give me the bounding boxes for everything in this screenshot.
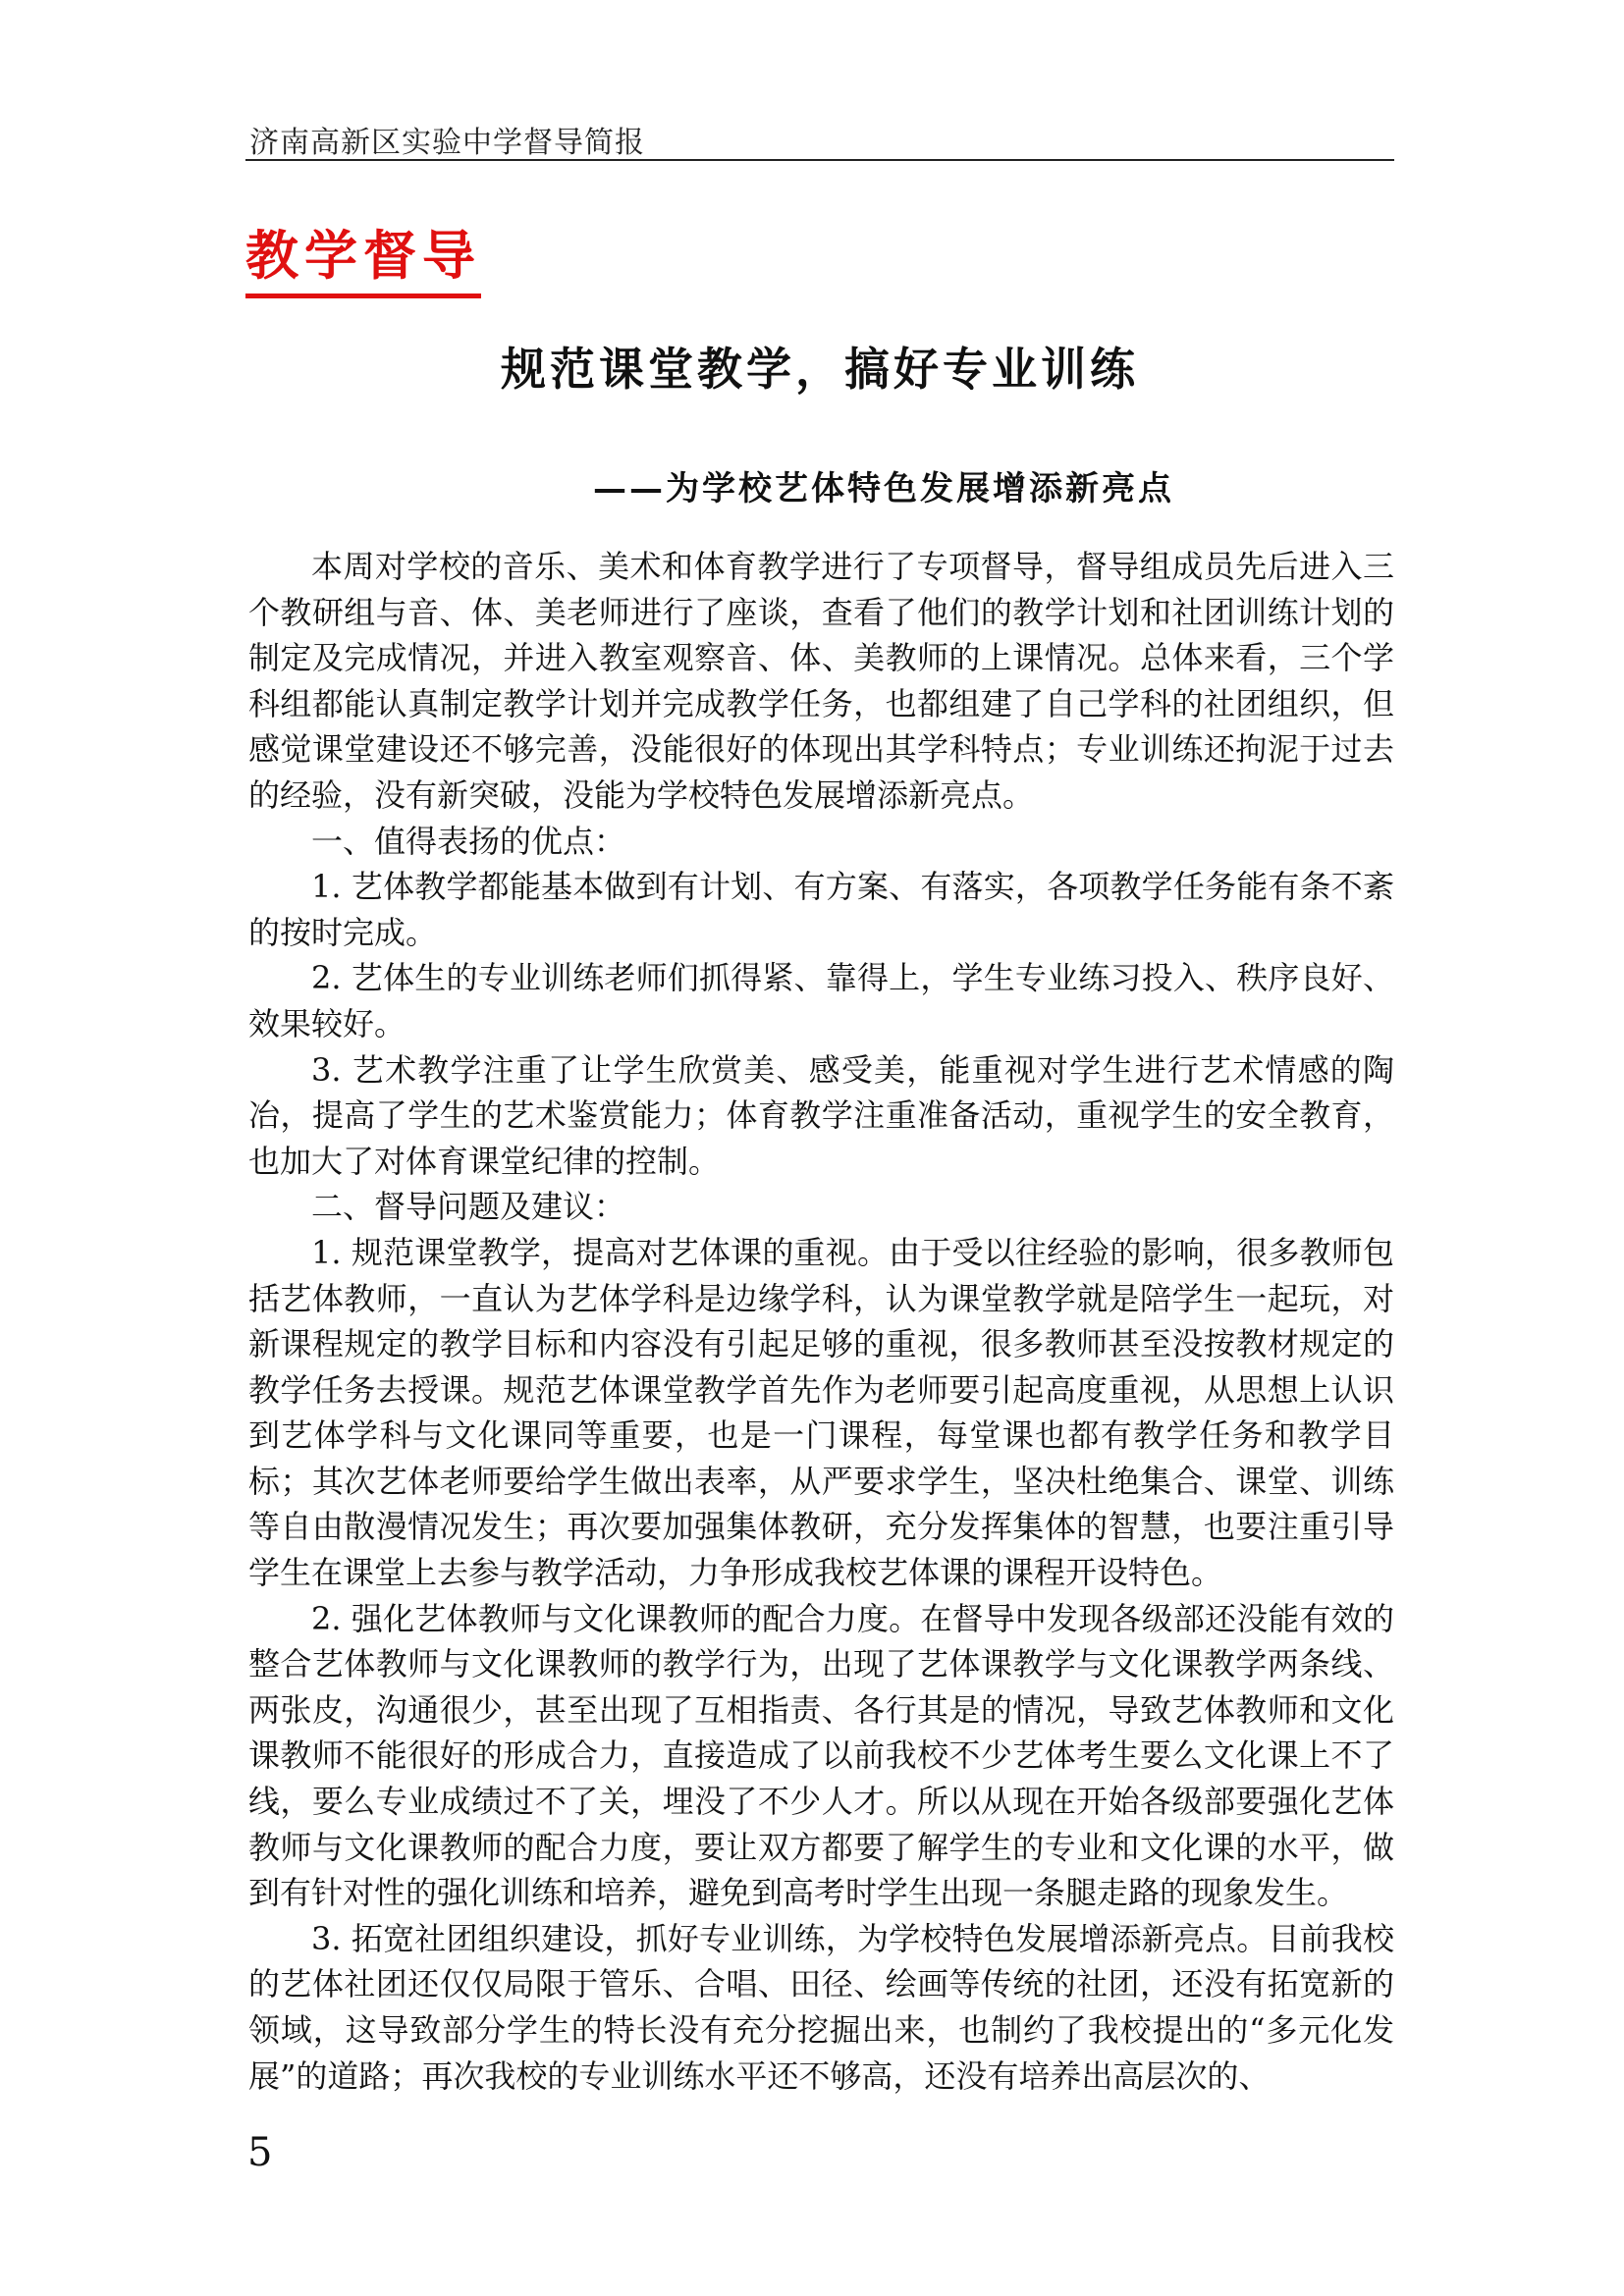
paragraph: 本周对学校的音乐、美术和体育教学进行了专项督导，督导组成员先后进入三个教研组与音、体、美老师进行了座谈，查看了他们的教学计划和社团训练计划的制定及完成情况，并进入教室观察音、体、美教师的上课情况。总体来看，三个学科组都能认真制定教学计划并完成教学任务，也都组建了自己学科的社团组织，但感觉课堂建设还不够完善，没能很好的体现出其学科特点；专业训练还拘泥于过去的经验，没有新突破，没能为学校特色发展增添新亮点。	[248, 548, 1394, 814]
running-header	[245, 116, 1394, 161]
paragraph: 3. 拓宽社团组织建设，抓好专业训练，为学校特色发展增添新亮点。目前我校的艺体社团还仅仅局限于管乐、合唱、田径、绘画等传统的社团，还没有拓宽新的领域，这导致部分学生的特长没有充分挖掘出来，也制约了我校提出的“多元化发展”的道路；再次我校的专业训练水平还不够高，还没有培养出高层次的、	[248, 1919, 1394, 2095]
article-body	[248, 544, 1394, 2099]
paragraph: 1. 艺体教学都能基本做到有计划、有方案、有落实，各项教学任务能有条不紊的按时完成。	[248, 868, 1394, 951]
article-subtitle: ——为学校艺体特色发展增添新亮点	[593, 469, 1174, 508]
paragraph: 2. 强化艺体教师与文化课教师的配合力度。在督导中发现各级部还没能有效的整合艺体教师与文化课教师的教学行为，出现了艺体课教学与文化课教学两条线、两张皮，沟通很少，甚至出现了互相指责、各行其是的情况，导致艺体教师和文化课教师不能很好的形成合力，直接造成了以前我校不少艺体考生要么文化课上不了线，要么专业成绩过不了关，埋没了不少人才。所以从现在开始各级部要强化艺体教师与文化课教师的配合力度，要让双方都要了解学生的专业和文化课的水平，做到有针对性的强化训练和培养，避免到高考时学生出现一条腿走路的现象发生。	[248, 1599, 1394, 1912]
running-title: 济南高新区实验中学督导简报	[249, 126, 645, 160]
article-title: 规范课堂教学，搞好专业训练	[501, 343, 1139, 396]
paragraph: 一、值得表扬的优点：	[311, 822, 626, 860]
paragraph: 3. 艺术教学注重了让学生欣赏美、感受美，能重视对学生进行艺术情感的陶冶，提高了学生的艺术鉴赏能力；体育教学注重准备活动，重视学生的安全教育，也加大了对体育课堂纪律的控制。	[248, 1050, 1394, 1180]
paragraph: 1. 规范课堂教学，提高对艺体课的重视。由于受以往经验的影响，很多教师包括艺体教师，一直认为艺体学科是边缘学科，认为课堂教学就是陪学生一起玩，对新课程规定的教学目标和内容没有引起足够的重视，很多教师甚至没按教材规定的教学任务去授课。规范艺体课堂教学首先作为老师要引起高度重视，从思想上认识到艺体学科与文化课同等重要，也是一门课程，每堂课也都有教学任务和教学目标；其次艺体老师要给学生做出表率，从严要求学生，坚决杜绝集合、课堂、训练等自由散漫情况发生；再次要加强集体教研，充分发挥集体的智慧，也要注重引导学生在课堂上去参与教学活动，力争形成我校艺体课的课程开设特色。	[248, 1233, 1394, 1592]
section-tag: 教学督导	[245, 214, 481, 298]
paragraph: 2. 艺体生的专业训练老师们抓得紧、靠得上，学生专业练习投入、秩序良好、效果较好。	[248, 959, 1394, 1042]
paragraph: 二、督导问题及建议：	[311, 1188, 626, 1226]
page-number: 5	[247, 2130, 273, 2175]
